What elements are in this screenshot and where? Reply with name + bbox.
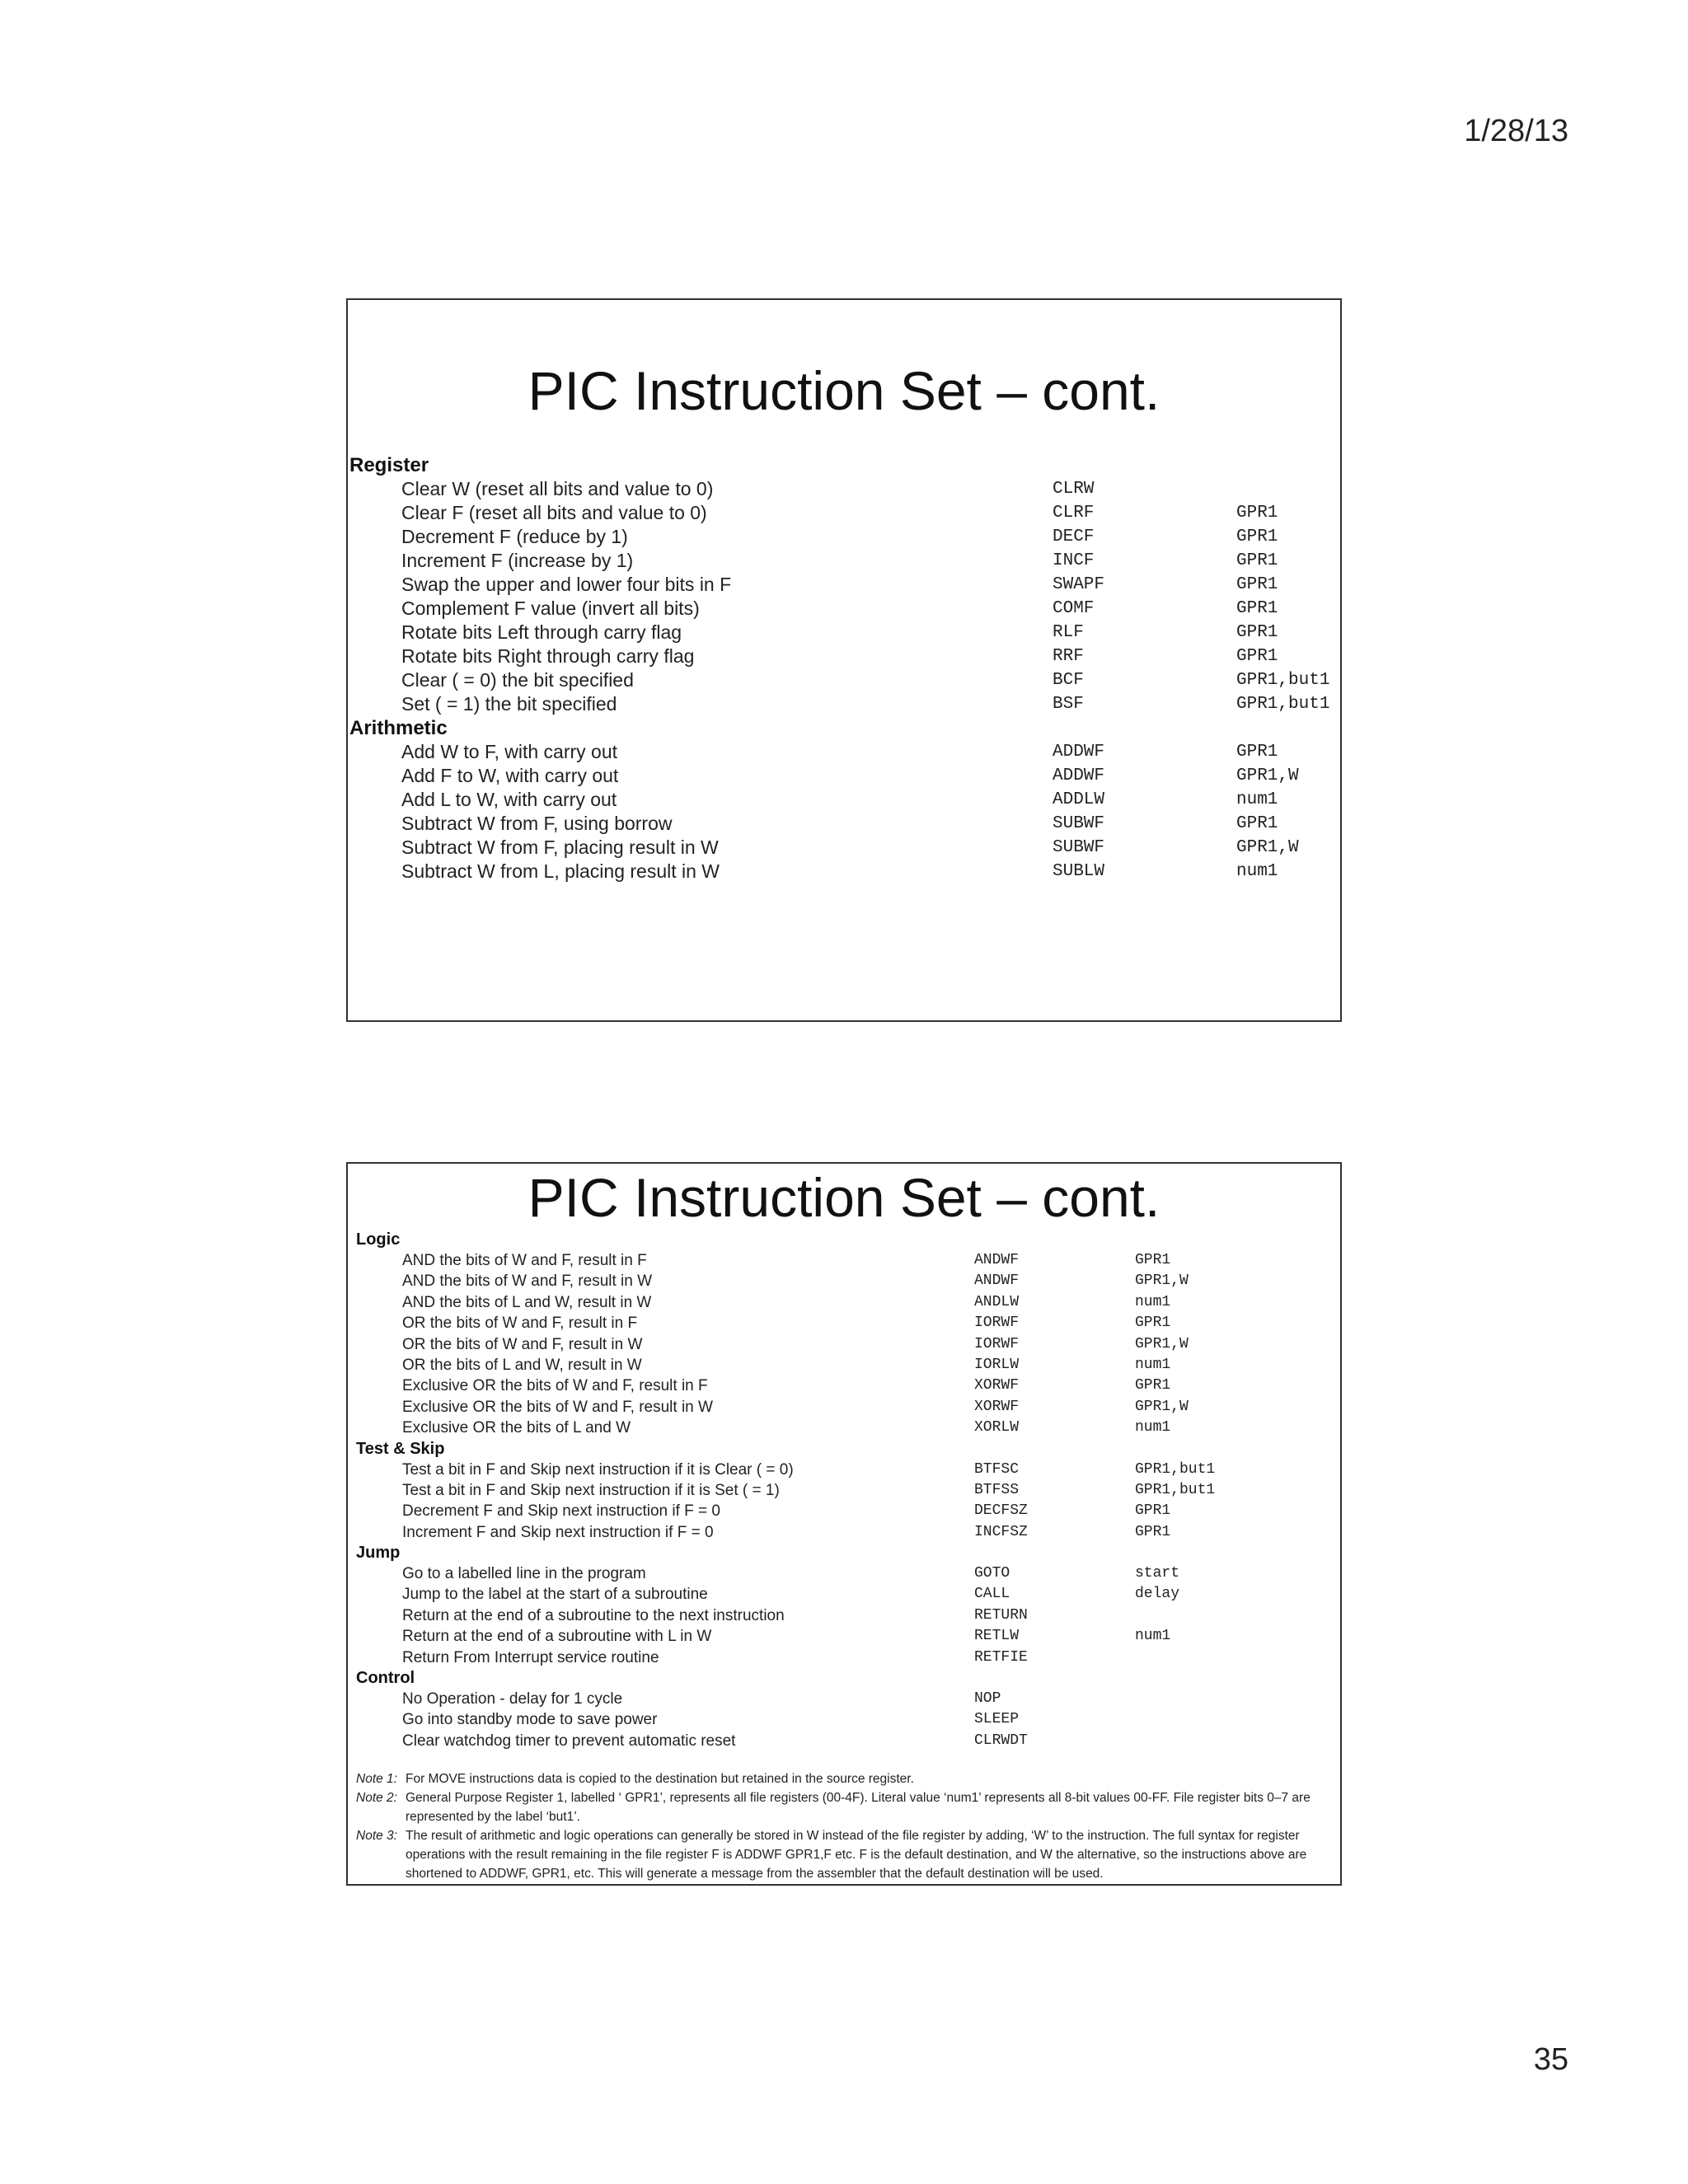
instruction-mnemonic: XORLW bbox=[974, 1419, 1020, 1436]
instruction-mnemonic: BTFSS bbox=[974, 1481, 1020, 1498]
instruction-mnemonic: ADDLW bbox=[1053, 790, 1105, 809]
instruction-description: Test a bit in F and Skip next instruction if it is Set ( = 1) bbox=[402, 1481, 780, 1499]
instruction-mnemonic: XORWF bbox=[974, 1377, 1020, 1394]
instruction-description: Clear W (reset all bits and value to 0) bbox=[401, 478, 714, 499]
footnote bbox=[356, 1826, 1337, 1883]
instruction-mnemonic: RETLW bbox=[974, 1628, 1020, 1645]
instruction-row bbox=[348, 1501, 1340, 1521]
instruction-description: Add F to W, with carry out bbox=[401, 765, 619, 786]
instruction-operand: num1 bbox=[1236, 790, 1278, 809]
instruction-row bbox=[348, 764, 1340, 788]
page-number: 35 bbox=[1533, 2042, 1568, 2077]
instruction-row bbox=[348, 1689, 1340, 1709]
instruction-operand: GPR1 bbox=[1236, 575, 1278, 594]
instruction-mnemonic: ADDWF bbox=[1053, 743, 1105, 762]
instruction-mnemonic: IORWF bbox=[974, 1335, 1020, 1352]
instruction-description: Swap the upper and lower four bits in F bbox=[401, 574, 732, 595]
instruction-operand: num1 bbox=[1135, 1293, 1171, 1310]
instruction-row bbox=[348, 501, 1340, 525]
instruction-description: AND the bits of W and F, result in F bbox=[402, 1252, 647, 1269]
instruction-row bbox=[348, 1292, 1340, 1313]
instruction-description: Complement F value (invert all bits) bbox=[401, 598, 700, 619]
instruction-operand: GPR1,but1 bbox=[1236, 695, 1330, 714]
footnote-label: Note 2: bbox=[356, 1791, 397, 1805]
instruction-description: Rotate bits Left through carry flag bbox=[401, 621, 682, 643]
instruction-row bbox=[348, 740, 1340, 764]
instruction-mnemonic: ANDWF bbox=[974, 1272, 1020, 1290]
footnote-text: The result of arithmetic and logic operations can generally be stored in W instead of the file register by adding, ‘W’ to the instruction. The full syntax for register operations with the result remaining in the file register F is ADDWF GPR1,F etc. F is the default destination, and W the alternative, so the instructions above are shortened to ADDWF, GPR1, etc. This will generate a message from the assembler that the default destination will be used. bbox=[406, 1829, 1307, 1881]
instruction-operand: GPR1 bbox=[1236, 527, 1278, 546]
instruction-table bbox=[348, 453, 1340, 883]
instruction-operand: GPR1,W bbox=[1236, 838, 1299, 857]
instruction-row bbox=[348, 597, 1340, 621]
instruction-description: Increment F and Skip next instruction if F = 0 bbox=[402, 1523, 714, 1541]
instruction-row bbox=[348, 549, 1340, 573]
instruction-description: Set ( = 1) the bit specified bbox=[401, 693, 617, 715]
instruction-mnemonic: SLEEP bbox=[974, 1711, 1020, 1728]
instruction-mnemonic: SUBLW bbox=[1053, 862, 1105, 881]
footnote bbox=[356, 1788, 1337, 1826]
instruction-row bbox=[348, 1418, 1340, 1438]
instruction-mnemonic: CALL bbox=[974, 1586, 1010, 1603]
instruction-row bbox=[348, 1605, 1340, 1626]
instruction-row bbox=[348, 1355, 1340, 1376]
instruction-description: Return at the end of a subroutine to the next instruction bbox=[402, 1606, 785, 1624]
instruction-operand: GPR1 bbox=[1135, 1523, 1171, 1540]
instruction-description: Clear F (reset all bits and value to 0) bbox=[401, 502, 707, 523]
instruction-operand: GPR1,W bbox=[1135, 1272, 1189, 1290]
instruction-table bbox=[348, 1230, 1340, 1751]
section-heading: Logic bbox=[356, 1230, 401, 1249]
instruction-description: Test a bit in F and Skip next instruction if it is Clear ( = 0) bbox=[402, 1460, 794, 1479]
instruction-mnemonic: RETFIE bbox=[974, 1648, 1028, 1666]
instruction-description: Increment F (increase by 1) bbox=[401, 550, 634, 571]
instruction-row bbox=[348, 573, 1340, 597]
instruction-row bbox=[348, 525, 1340, 549]
instruction-operand: GPR1 bbox=[1135, 1252, 1171, 1268]
footnote-label: Note 1: bbox=[356, 1772, 397, 1786]
instruction-description: Go into standby mode to save power bbox=[402, 1711, 658, 1729]
instruction-operand: GPR1,W bbox=[1135, 1398, 1189, 1415]
instruction-description: Jump to the label at the start of a subroutine bbox=[402, 1586, 708, 1604]
instruction-row bbox=[348, 1250, 1340, 1271]
instruction-mnemonic: BTFSC bbox=[974, 1460, 1020, 1478]
instruction-row bbox=[348, 1584, 1340, 1605]
instruction-row bbox=[348, 1563, 1340, 1584]
instruction-description: AND the bits of L and W, result in W bbox=[402, 1293, 652, 1311]
instruction-mnemonic: COMF bbox=[1053, 599, 1095, 618]
instruction-operand: GPR1 bbox=[1236, 623, 1278, 642]
instruction-row bbox=[348, 1271, 1340, 1291]
instruction-operand: GPR1 bbox=[1135, 1315, 1171, 1332]
instruction-row bbox=[348, 1460, 1340, 1480]
instruction-mnemonic: ANDLW bbox=[974, 1293, 1020, 1310]
footnotes bbox=[356, 1769, 1337, 1883]
instruction-description: Add L to W, with carry out bbox=[401, 789, 617, 810]
instruction-description: Exclusive OR the bits of W and F, result in W bbox=[402, 1398, 713, 1416]
instruction-row bbox=[348, 1334, 1340, 1355]
instruction-row bbox=[348, 1626, 1340, 1647]
instruction-mnemonic: IORWF bbox=[974, 1315, 1020, 1332]
instruction-description: OR the bits of W and F, result in F bbox=[402, 1315, 638, 1333]
instruction-description: OR the bits of W and F, result in W bbox=[402, 1335, 643, 1353]
instruction-mnemonic: BCF bbox=[1053, 671, 1084, 690]
footnote-text: For MOVE instructions data is copied to the destination but retained in the source register. bbox=[406, 1772, 914, 1786]
instruction-row bbox=[348, 692, 1340, 716]
instruction-description: Subtract W from L, placing result in W bbox=[401, 860, 720, 882]
instruction-description: Rotate bits Right through carry flag bbox=[401, 645, 695, 667]
instruction-row bbox=[348, 1647, 1340, 1668]
instruction-description: Return at the end of a subroutine with L in W bbox=[402, 1628, 712, 1646]
instruction-row bbox=[348, 477, 1340, 501]
instruction-row bbox=[348, 1522, 1340, 1543]
instruction-operand: GPR1 bbox=[1135, 1377, 1171, 1394]
instruction-row bbox=[348, 812, 1340, 836]
instruction-row bbox=[348, 788, 1340, 812]
instruction-description: Decrement F and Skip next instruction if F = 0 bbox=[402, 1502, 720, 1521]
instruction-mnemonic: DECFSZ bbox=[974, 1502, 1028, 1520]
instruction-description: AND the bits of W and F, result in W bbox=[402, 1272, 653, 1291]
instruction-operand: GPR1,W bbox=[1236, 766, 1299, 785]
footnote-label: Note 3: bbox=[356, 1829, 397, 1843]
instruction-row bbox=[348, 1397, 1340, 1418]
instruction-mnemonic: BSF bbox=[1053, 695, 1084, 714]
instruction-operand: num1 bbox=[1135, 1628, 1171, 1645]
instruction-operand: num1 bbox=[1135, 1356, 1171, 1373]
instruction-mnemonic: INCF bbox=[1053, 551, 1095, 570]
slide-logic-control bbox=[346, 1162, 1342, 1886]
instruction-description: OR the bits of L and W, result in W bbox=[402, 1356, 642, 1374]
section-heading: Test & Skip bbox=[356, 1439, 445, 1458]
instruction-description: Return From Interrupt service routine bbox=[402, 1648, 659, 1666]
instruction-row bbox=[348, 1376, 1340, 1396]
instruction-mnemonic: XORWF bbox=[974, 1398, 1020, 1415]
instruction-mnemonic: IORLW bbox=[974, 1356, 1020, 1373]
footnote-text: General Purpose Register 1, labelled ‘ GPR1’, represents all file registers (00-4F). Literal value ‘num1’ represents all 8-bit values 00-FF. File register bits 0–7 are represented by the label ‘but1’. bbox=[406, 1791, 1311, 1824]
instruction-mnemonic: CLRF bbox=[1053, 504, 1095, 523]
instruction-operand: GPR1,W bbox=[1135, 1335, 1189, 1352]
slide-title: PIC Instruction Set – cont. bbox=[528, 1167, 1160, 1228]
instruction-operand: GPR1 bbox=[1236, 504, 1278, 523]
instruction-mnemonic: INCFSZ bbox=[974, 1523, 1028, 1540]
instruction-row bbox=[348, 1313, 1340, 1333]
section-heading: Register bbox=[349, 454, 429, 476]
instruction-description: Decrement F (reduce by 1) bbox=[401, 526, 628, 547]
instruction-operand: num1 bbox=[1236, 862, 1278, 881]
instruction-operand: start bbox=[1135, 1565, 1180, 1582]
section-heading: Control bbox=[356, 1669, 415, 1688]
instruction-operand: num1 bbox=[1135, 1419, 1171, 1436]
instruction-row bbox=[348, 668, 1340, 692]
instruction-operand: GPR1 bbox=[1236, 599, 1278, 618]
instruction-row bbox=[348, 1709, 1340, 1730]
instruction-mnemonic: RETURN bbox=[974, 1606, 1028, 1624]
instruction-mnemonic: ANDWF bbox=[974, 1252, 1020, 1268]
instruction-row bbox=[348, 644, 1340, 668]
instruction-mnemonic: ADDWF bbox=[1053, 766, 1105, 785]
instruction-row bbox=[348, 621, 1340, 644]
instruction-mnemonic: SWAPF bbox=[1053, 575, 1105, 594]
instruction-mnemonic: SUBWF bbox=[1053, 838, 1105, 857]
instruction-operand: GPR1 bbox=[1236, 551, 1278, 570]
instruction-description: Subtract W from F, using borrow bbox=[401, 813, 673, 834]
instruction-mnemonic: CLRW bbox=[1053, 480, 1095, 499]
instruction-operand: GPR1,but1 bbox=[1135, 1481, 1216, 1498]
instruction-description: No Operation - delay for 1 cycle bbox=[402, 1690, 623, 1708]
instruction-row bbox=[348, 1731, 1340, 1751]
instruction-mnemonic: SUBWF bbox=[1053, 814, 1105, 833]
instruction-operand: GPR1,but1 bbox=[1135, 1460, 1216, 1478]
instruction-operand: delay bbox=[1135, 1586, 1180, 1603]
instruction-description: Clear ( = 0) the bit specified bbox=[401, 669, 634, 691]
instruction-description: Clear watchdog timer to prevent automatic reset bbox=[402, 1732, 736, 1750]
instruction-description: Exclusive OR the bits of L and W bbox=[402, 1419, 631, 1437]
instruction-row bbox=[348, 860, 1340, 883]
page-date: 1/28/13 bbox=[1464, 114, 1568, 148]
instruction-operand: GPR1 bbox=[1236, 743, 1278, 762]
instruction-description: Add W to F, with carry out bbox=[401, 741, 618, 762]
instruction-description: Subtract W from F, placing result in W bbox=[401, 837, 719, 858]
instruction-mnemonic: RRF bbox=[1053, 647, 1084, 666]
slide-register-arithmetic bbox=[346, 298, 1342, 1022]
instruction-mnemonic: NOP bbox=[974, 1690, 1001, 1708]
slide-title: PIC Instruction Set – cont. bbox=[528, 360, 1160, 421]
instruction-description: Exclusive OR the bits of W and F, result in F bbox=[402, 1377, 708, 1395]
section-heading: Jump bbox=[356, 1544, 401, 1563]
instruction-operand: GPR1,but1 bbox=[1236, 671, 1330, 690]
instruction-row bbox=[348, 836, 1340, 860]
footnote bbox=[356, 1769, 1337, 1788]
instruction-operand: GPR1 bbox=[1236, 647, 1278, 666]
instruction-mnemonic: CLRWDT bbox=[974, 1732, 1028, 1749]
section-heading: Arithmetic bbox=[349, 717, 448, 739]
instruction-row bbox=[348, 1480, 1340, 1501]
instruction-mnemonic: RLF bbox=[1053, 623, 1084, 642]
instruction-operand: GPR1 bbox=[1236, 814, 1278, 833]
instruction-operand: GPR1 bbox=[1135, 1502, 1171, 1520]
instruction-mnemonic: GOTO bbox=[974, 1565, 1010, 1582]
instruction-description: Go to a labelled line in the program bbox=[402, 1565, 646, 1583]
instruction-mnemonic: DECF bbox=[1053, 527, 1095, 546]
